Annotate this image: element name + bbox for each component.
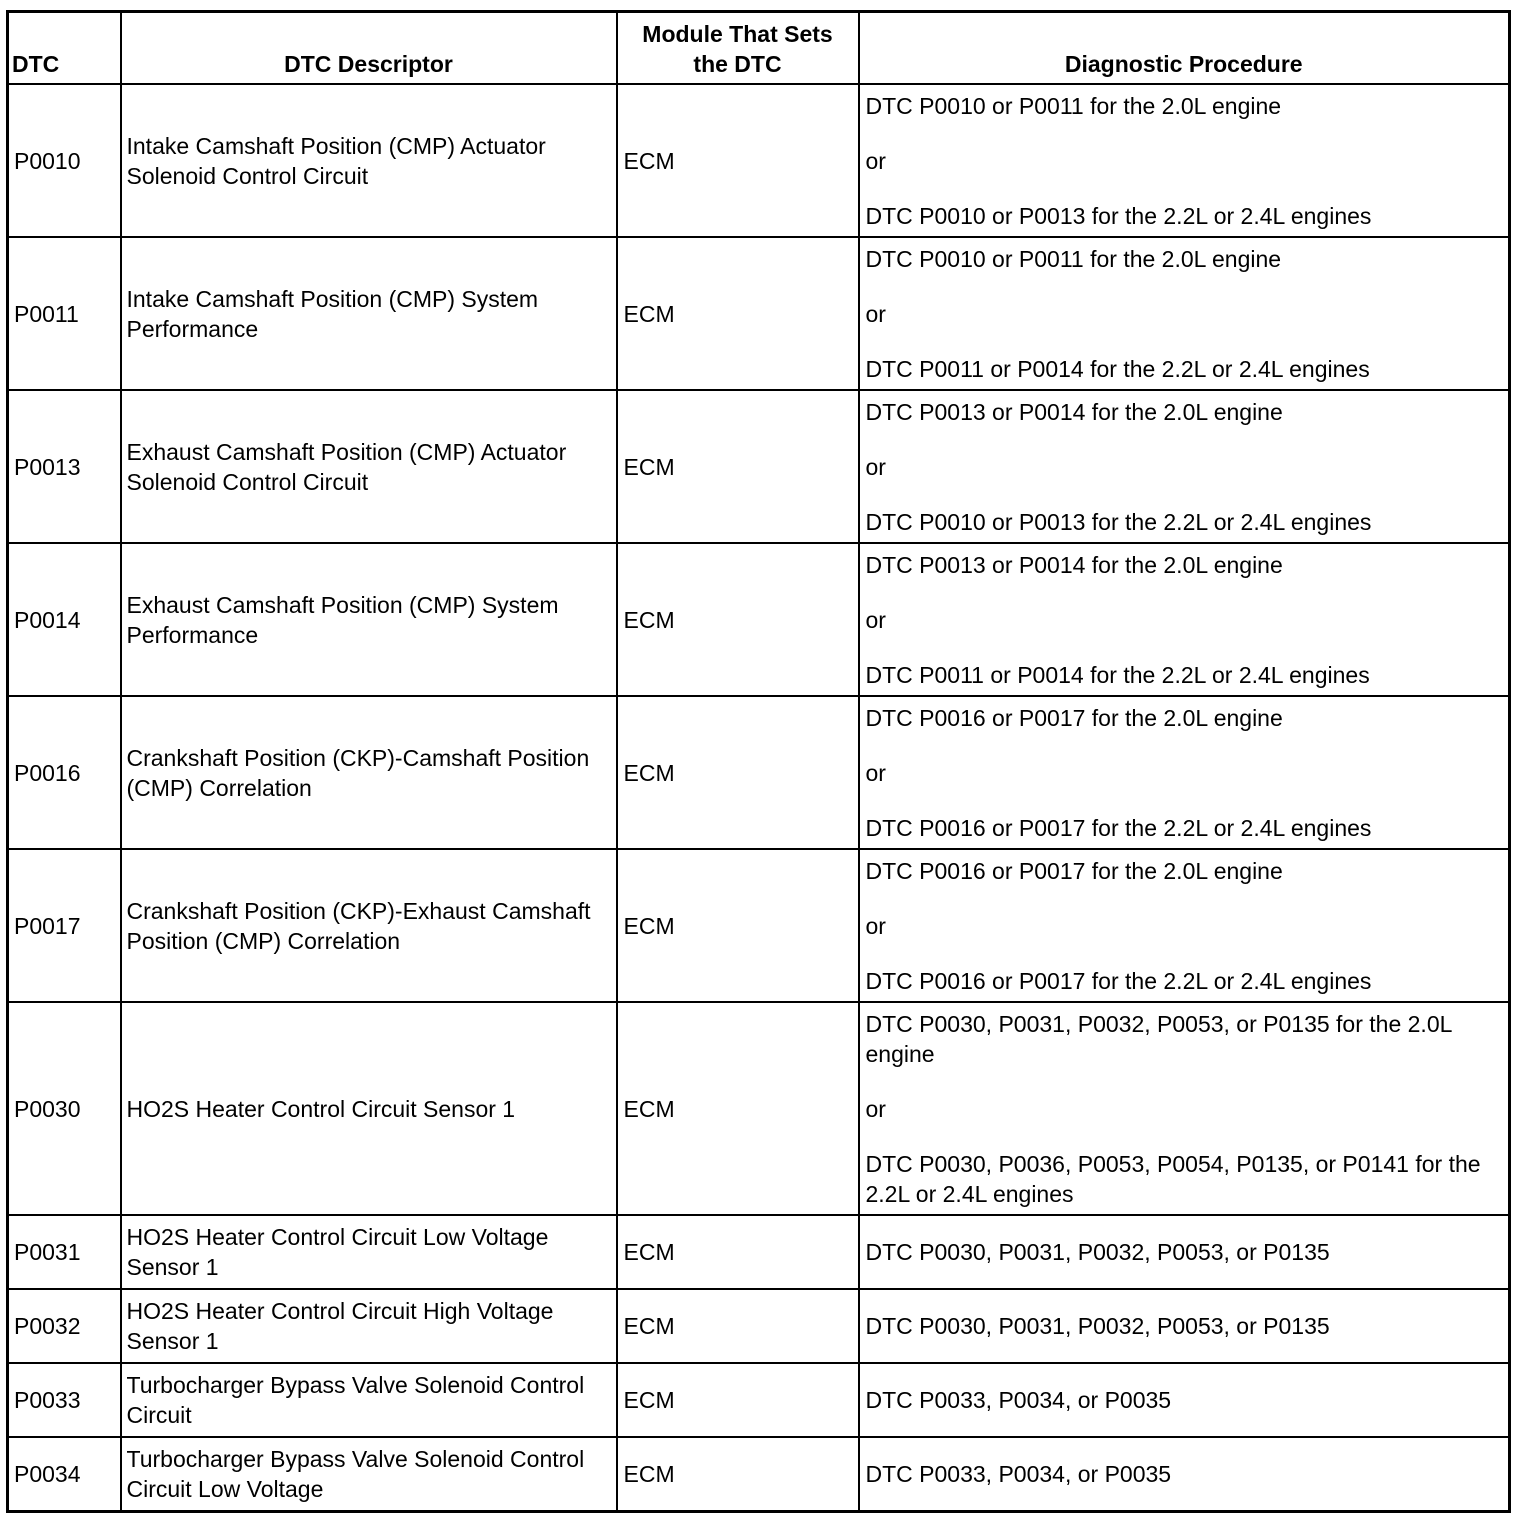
diagnostic-procedure: DTC P0030, P0031, P0032, P0053, or P0135	[859, 1215, 1510, 1289]
table-row	[8, 1289, 1510, 1363]
diagnostic-procedure: DTC P0033, P0034, or P0035	[859, 1363, 1510, 1437]
procedure-line: or	[865, 147, 886, 174]
dtc-table	[6, 10, 1511, 1513]
table-row	[8, 1215, 1510, 1289]
module: ECM	[617, 1215, 859, 1289]
procedure-line: DTC P0016 or P0017 for the 2.2L or 2.4L engines	[865, 814, 1372, 841]
procedure-line: DTC P0013 or P0014 for the 2.0L engine	[865, 551, 1283, 578]
procedure-line: DTC P0010 or P0013 for the 2.2L or 2.4L engines	[865, 202, 1372, 229]
procedure-line: or	[865, 759, 886, 786]
diagnostic-procedure	[859, 237, 1510, 390]
procedure-line: or	[865, 300, 886, 327]
procedure-line: DTC P0010 or P0011 for the 2.0L engine	[865, 245, 1282, 272]
dtc-code: P0011	[8, 237, 121, 390]
header-procedure: Diagnostic Procedure	[859, 12, 1510, 85]
module: ECM	[617, 237, 859, 390]
module: ECM	[617, 543, 859, 696]
dtc-code: P0034	[8, 1437, 121, 1512]
table-row	[8, 696, 1510, 849]
module: ECM	[617, 849, 859, 1002]
procedure-line: DTC P0010 or P0013 for the 2.2L or 2.4L engines	[865, 508, 1372, 535]
procedure-line: DTC P0011 or P0014 for the 2.2L or 2.4L engines	[865, 661, 1370, 688]
procedure-line: or	[865, 912, 886, 939]
table-row	[8, 1002, 1510, 1215]
header-row	[8, 12, 1510, 85]
diagnostic-procedure	[859, 390, 1510, 543]
procedure-line: DTC P0016 or P0017 for the 2.0L engine	[865, 704, 1283, 731]
procedure-line: or	[865, 606, 886, 633]
dtc-code: P0013	[8, 390, 121, 543]
diagnostic-procedure	[859, 543, 1510, 696]
diagnostic-procedure: DTC P0033, P0034, or P0035	[859, 1437, 1510, 1512]
dtc-code: P0031	[8, 1215, 121, 1289]
module: ECM	[617, 390, 859, 543]
procedure-line: DTC P0010 or P0011 for the 2.0L engine	[865, 92, 1282, 119]
diagnostic-procedure: DTC P0030, P0031, P0032, P0053, or P0135	[859, 1289, 1510, 1363]
dtc-descriptor: HO2S Heater Control Circuit Sensor 1	[121, 1002, 617, 1215]
diagnostic-procedure	[859, 696, 1510, 849]
diagnostic-procedure	[859, 84, 1510, 237]
procedure-line: DTC P0030, P0036, P0053, P0054, P0135, or P0141 for the 2.2L or 2.4L engines	[865, 1150, 1481, 1207]
dtc-code: P0014	[8, 543, 121, 696]
header-module: Module That Sets the DTC	[617, 12, 859, 85]
dtc-descriptor: Turbocharger Bypass Valve Solenoid Control Circuit	[121, 1363, 617, 1437]
diagnostic-procedure	[859, 849, 1510, 1002]
dtc-code: P0010	[8, 84, 121, 237]
procedure-line: or	[865, 453, 886, 480]
procedure-line: or	[865, 1095, 886, 1122]
module: ECM	[617, 1002, 859, 1215]
dtc-descriptor: Turbocharger Bypass Valve Solenoid Control Circuit Low Voltage	[121, 1437, 617, 1512]
dtc-code: P0033	[8, 1363, 121, 1437]
table-row	[8, 390, 1510, 543]
dtc-descriptor: Intake Camshaft Position (CMP) Actuator Solenoid Control Circuit	[121, 84, 617, 237]
table-row	[8, 849, 1510, 1002]
module: ECM	[617, 1289, 859, 1363]
procedure-line: DTC P0030, P0031, P0032, P0053, or P0135 for the 2.0L engine	[865, 1010, 1452, 1067]
diagnostic-procedure	[859, 1002, 1510, 1215]
dtc-descriptor: Crankshaft Position (CKP)-Exhaust Camshaft Position (CMP) Correlation	[121, 849, 617, 1002]
table-row	[8, 1363, 1510, 1437]
dtc-code: P0016	[8, 696, 121, 849]
dtc-descriptor: HO2S Heater Control Circuit Low Voltage Sensor 1	[121, 1215, 617, 1289]
procedure-line: DTC P0016 or P0017 for the 2.2L or 2.4L engines	[865, 967, 1372, 994]
module: ECM	[617, 84, 859, 237]
procedure-line: DTC P0013 or P0014 for the 2.0L engine	[865, 398, 1283, 425]
dtc-code: P0032	[8, 1289, 121, 1363]
dtc-code: P0017	[8, 849, 121, 1002]
dtc-descriptor: Exhaust Camshaft Position (CMP) System Performance	[121, 543, 617, 696]
procedure-line: DTC P0016 or P0017 for the 2.0L engine	[865, 857, 1283, 884]
header-dtc: DTC	[8, 12, 121, 85]
dtc-descriptor: Exhaust Camshaft Position (CMP) Actuator Solenoid Control Circuit	[121, 390, 617, 543]
module: ECM	[617, 1437, 859, 1512]
module: ECM	[617, 1363, 859, 1437]
module: ECM	[617, 696, 859, 849]
dtc-descriptor: HO2S Heater Control Circuit High Voltage Sensor 1	[121, 1289, 617, 1363]
table-row	[8, 237, 1510, 390]
table-row	[8, 543, 1510, 696]
table-row	[8, 1437, 1510, 1512]
dtc-descriptor: Crankshaft Position (CKP)-Camshaft Position (CMP) Correlation	[121, 696, 617, 849]
header-descriptor: DTC Descriptor	[121, 12, 617, 85]
dtc-descriptor: Intake Camshaft Position (CMP) System Performance	[121, 237, 617, 390]
procedure-line: DTC P0011 or P0014 for the 2.2L or 2.4L engines	[865, 355, 1370, 382]
table-row	[8, 84, 1510, 237]
dtc-code: P0030	[8, 1002, 121, 1215]
